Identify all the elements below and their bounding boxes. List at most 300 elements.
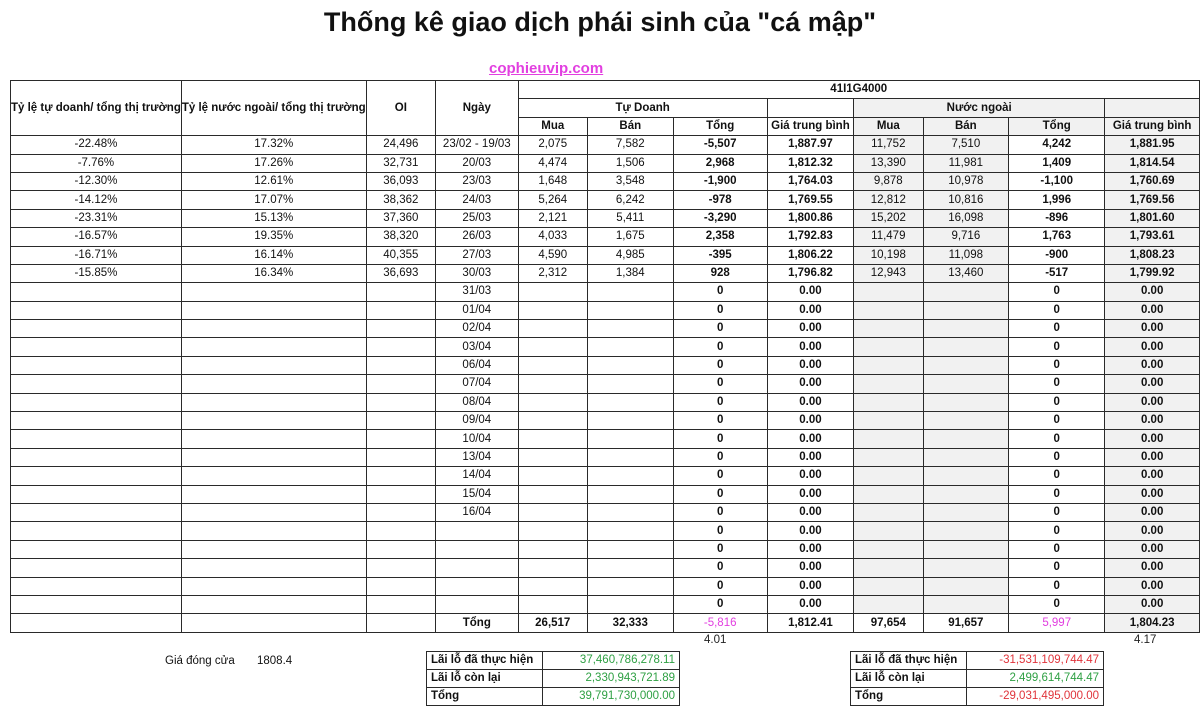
cell-oi	[366, 320, 435, 338]
table-row	[11, 375, 1200, 393]
cell-nn-gia: 0.00	[1105, 301, 1200, 319]
cell-nn-gia: 0.00	[1105, 412, 1200, 430]
cell-td-ratio	[11, 559, 182, 577]
cell-nn-mua: 11,479	[854, 228, 923, 246]
cell-date	[436, 559, 518, 577]
cell-td-ban	[588, 430, 674, 448]
closing-price-value: 1808.4	[257, 655, 293, 667]
cell-oi	[366, 467, 435, 485]
table-row	[11, 209, 1200, 227]
cell-nn-gia: 0.00	[1105, 540, 1200, 558]
cell-td-ratio: -22.48%	[11, 136, 182, 154]
header-td-tong: Tổng	[673, 117, 767, 135]
table-row	[11, 246, 1200, 264]
cell-date: 10/04	[436, 430, 518, 448]
cell-td-ratio	[11, 356, 182, 374]
cell-nn-tong: 0	[1009, 467, 1105, 485]
pnl-td-total-label: Tổng	[427, 688, 543, 706]
cell-td-gia: 1,796.82	[767, 264, 853, 282]
cell-td-mua	[518, 577, 587, 595]
pnl-nn-total-value: -29,031,495,000.00	[967, 688, 1104, 706]
cell-nn-ratio	[181, 356, 366, 374]
cell-oi	[366, 595, 435, 613]
cell-nn-tong: -896	[1009, 209, 1105, 227]
cell-td-ratio: -16.71%	[11, 246, 182, 264]
cell-nn-gia: 0.00	[1105, 320, 1200, 338]
header-tu-doanh: Tự Doanh	[518, 99, 767, 117]
total-row	[11, 614, 1200, 632]
cell-td-ratio	[11, 522, 182, 540]
cell-nn-gia: 0.00	[1105, 338, 1200, 356]
cell-nn-ban	[923, 283, 1009, 301]
cell-nn-tong: 0	[1009, 559, 1105, 577]
cell-nn-mua: 9,878	[854, 172, 923, 190]
cell-td-gia: 1,887.97	[767, 136, 853, 154]
table-row	[11, 320, 1200, 338]
cell-nn-mua	[854, 503, 923, 521]
cell-td-ratio	[11, 448, 182, 466]
cell-td-tong: 0	[673, 393, 767, 411]
cell-nn-ban: 7,510	[923, 136, 1009, 154]
header-empty	[767, 99, 853, 117]
cell-td-mua	[518, 301, 587, 319]
cell-td-ban	[588, 540, 674, 558]
cell-td-gia: 0.00	[767, 283, 853, 301]
cell-date: 14/04	[436, 467, 518, 485]
cell-nn-gia: 1,769.56	[1105, 191, 1200, 209]
cell-td-mua: 5,264	[518, 191, 587, 209]
cell-td-mua	[518, 412, 587, 430]
cell-td-ratio: -16.57%	[11, 228, 182, 246]
cell-td-tong: 928	[673, 264, 767, 282]
cell-td-tong: 0	[673, 375, 767, 393]
cell-nn-gia: 0.00	[1105, 356, 1200, 374]
cell-nn-gia: 0.00	[1105, 595, 1200, 613]
cell-td-mua	[518, 375, 587, 393]
cell-td-mua: 4,590	[518, 246, 587, 264]
closing-price-label: Giá đóng cửa	[165, 655, 235, 667]
cell-nn-mua	[854, 412, 923, 430]
cell-nn-gia: 0.00	[1105, 467, 1200, 485]
cell-oi: 24,496	[366, 136, 435, 154]
cell-empty	[181, 614, 366, 632]
pnl-nn-total-label: Tổng	[851, 688, 967, 706]
cell-nn-tong: 0	[1009, 375, 1105, 393]
cell-td-gia: 0.00	[767, 338, 853, 356]
cell-td-mua	[518, 540, 587, 558]
cell-td-gia: 1,800.86	[767, 209, 853, 227]
cell-nn-mua	[854, 430, 923, 448]
cell-td-tong: -1,900	[673, 172, 767, 190]
total-nn-mua: 97,654	[854, 614, 923, 632]
cell-td-ratio	[11, 577, 182, 595]
cell-nn-gia: 0.00	[1105, 503, 1200, 521]
cell-oi	[366, 485, 435, 503]
cell-td-ban: 4,985	[588, 246, 674, 264]
cell-td-ban: 1,384	[588, 264, 674, 282]
cell-date: 06/04	[436, 356, 518, 374]
cell-nn-mua: 13,390	[854, 154, 923, 172]
cell-nn-tong: 0	[1009, 577, 1105, 595]
cell-nn-ban: 10,816	[923, 191, 1009, 209]
cell-td-ratio: -15.85%	[11, 264, 182, 282]
cell-nn-mua	[854, 595, 923, 613]
cell-nn-gia: 1,760.69	[1105, 172, 1200, 190]
pnl-td-realized-label: Lãi lỗ đã thực hiện	[427, 652, 543, 670]
table-row	[11, 412, 1200, 430]
cell-td-mua: 4,474	[518, 154, 587, 172]
cell-nn-tong: 0	[1009, 393, 1105, 411]
cell-nn-ban	[923, 301, 1009, 319]
cell-nn-tong: -517	[1009, 264, 1105, 282]
cell-oi	[366, 375, 435, 393]
cell-nn-ban	[923, 503, 1009, 521]
cell-td-tong: -3,290	[673, 209, 767, 227]
header-nuoc-ngoai: Nước ngoài	[854, 99, 1105, 117]
cell-td-ratio	[11, 503, 182, 521]
cell-td-gia: 0.00	[767, 522, 853, 540]
cell-td-tong: 0	[673, 320, 767, 338]
header-nn-tong: Tổng	[1009, 117, 1105, 135]
cell-td-mua	[518, 522, 587, 540]
cell-td-ratio	[11, 430, 182, 448]
cell-nn-ratio: 12.61%	[181, 172, 366, 190]
total-label: Tổng	[436, 614, 518, 632]
table-row	[11, 540, 1200, 558]
cell-td-gia: 0.00	[767, 540, 853, 558]
cell-td-gia: 0.00	[767, 559, 853, 577]
cell-td-ban	[588, 356, 674, 374]
cell-date: 15/04	[436, 485, 518, 503]
cell-nn-ban	[923, 485, 1009, 503]
header-td-ban: Bán	[588, 117, 674, 135]
cell-nn-tong: 0	[1009, 448, 1105, 466]
cell-td-gia: 0.00	[767, 448, 853, 466]
pnl-tu-doanh-table	[426, 651, 680, 706]
cell-nn-ban	[923, 430, 1009, 448]
nn-gia-note: 4.17	[1134, 634, 1157, 646]
cell-td-ban	[588, 338, 674, 356]
cell-nn-ratio	[181, 283, 366, 301]
header-empty	[1105, 99, 1200, 117]
cell-td-gia: 0.00	[767, 320, 853, 338]
cell-td-gia: 0.00	[767, 430, 853, 448]
cell-nn-ratio: 17.26%	[181, 154, 366, 172]
cell-td-gia: 1,806.22	[767, 246, 853, 264]
cell-nn-tong: 0	[1009, 356, 1105, 374]
cell-nn-ban	[923, 356, 1009, 374]
table-row	[11, 595, 1200, 613]
table-row	[11, 522, 1200, 540]
cell-date: 09/04	[436, 412, 518, 430]
total-td-ban: 32,333	[588, 614, 674, 632]
total-td-mua: 26,517	[518, 614, 587, 632]
cell-td-gia: 0.00	[767, 485, 853, 503]
cell-td-ban	[588, 485, 674, 503]
table-row	[11, 503, 1200, 521]
cell-td-tong: 0	[673, 595, 767, 613]
cell-td-mua: 2,312	[518, 264, 587, 282]
cell-empty	[11, 614, 182, 632]
cell-td-ratio: -14.12%	[11, 191, 182, 209]
cell-nn-gia: 1,808.23	[1105, 246, 1200, 264]
cell-nn-ratio	[181, 412, 366, 430]
cell-nn-tong: -900	[1009, 246, 1105, 264]
cell-td-tong: 2,358	[673, 228, 767, 246]
table-row	[11, 172, 1200, 190]
cell-td-ratio	[11, 338, 182, 356]
cell-td-ratio	[11, 301, 182, 319]
cell-td-ban	[588, 375, 674, 393]
cell-nn-ban	[923, 375, 1009, 393]
cell-nn-ratio	[181, 559, 366, 577]
cell-nn-ratio	[181, 393, 366, 411]
cell-nn-mua: 12,812	[854, 191, 923, 209]
cell-td-tong: 0	[673, 522, 767, 540]
cell-nn-mua: 12,943	[854, 264, 923, 282]
cell-td-ratio	[11, 540, 182, 558]
cell-date: 03/04	[436, 338, 518, 356]
total-nn-ban: 91,657	[923, 614, 1009, 632]
cell-td-tong: -5,507	[673, 136, 767, 154]
cell-oi	[366, 540, 435, 558]
cell-td-mua: 2,075	[518, 136, 587, 154]
cell-nn-ban	[923, 393, 1009, 411]
cell-nn-tong: 4,242	[1009, 136, 1105, 154]
cell-td-gia: 0.00	[767, 301, 853, 319]
pnl-td-realized-value: 37,460,786,278.11	[543, 652, 680, 670]
cell-nn-ban	[923, 448, 1009, 466]
cell-nn-ban: 13,460	[923, 264, 1009, 282]
pnl-td-remaining-value: 2,330,943,721.89	[543, 670, 680, 688]
cell-date	[436, 577, 518, 595]
trading-stats-table	[10, 80, 1200, 633]
cell-td-ratio: -12.30%	[11, 172, 182, 190]
cell-nn-tong: 0	[1009, 540, 1105, 558]
cell-date: 23/03	[436, 172, 518, 190]
cell-oi	[366, 577, 435, 595]
cell-nn-ban: 9,716	[923, 228, 1009, 246]
cell-td-mua	[518, 320, 587, 338]
table-row	[11, 393, 1200, 411]
cell-date: 13/04	[436, 448, 518, 466]
cell-td-ratio	[11, 375, 182, 393]
cell-oi: 38,320	[366, 228, 435, 246]
cell-td-tong: 0	[673, 503, 767, 521]
cell-nn-ratio	[181, 577, 366, 595]
cell-td-ban	[588, 503, 674, 521]
cell-td-mua	[518, 283, 587, 301]
cell-td-tong: 0	[673, 485, 767, 503]
cell-nn-mua	[854, 559, 923, 577]
cell-td-ban	[588, 448, 674, 466]
cell-nn-tong: 0	[1009, 283, 1105, 301]
table-row	[11, 191, 1200, 209]
cell-nn-ban	[923, 338, 1009, 356]
cell-td-tong: 0	[673, 301, 767, 319]
cell-td-ban	[588, 393, 674, 411]
cell-nn-ratio	[181, 448, 366, 466]
cell-nn-ratio	[181, 485, 366, 503]
cell-nn-gia: 0.00	[1105, 393, 1200, 411]
cell-nn-gia: 1,881.95	[1105, 136, 1200, 154]
cell-nn-tong: 0	[1009, 320, 1105, 338]
cell-td-mua	[518, 467, 587, 485]
cell-nn-ratio	[181, 375, 366, 393]
cell-td-ban	[588, 522, 674, 540]
table-row	[11, 301, 1200, 319]
table-row	[11, 559, 1200, 577]
cell-nn-ban	[923, 577, 1009, 595]
header-nn-ban: Bán	[923, 117, 1009, 135]
table-row	[11, 467, 1200, 485]
cell-nn-tong: 0	[1009, 595, 1105, 613]
table-row	[11, 283, 1200, 301]
header-td-gia: Giá trung bình	[767, 117, 853, 135]
cell-td-ban	[588, 467, 674, 485]
table-row	[11, 264, 1200, 282]
cell-nn-tong: 0	[1009, 522, 1105, 540]
cell-oi: 32,731	[366, 154, 435, 172]
cell-td-ratio	[11, 412, 182, 430]
cell-nn-tong: 0	[1009, 430, 1105, 448]
cell-td-mua: 2,121	[518, 209, 587, 227]
pnl-nn-remaining-label: Lãi lỗ còn lại	[851, 670, 967, 688]
cell-oi: 37,360	[366, 209, 435, 227]
cell-nn-mua	[854, 338, 923, 356]
cell-td-ratio	[11, 595, 182, 613]
site-link[interactable]: cophieuvip.com	[489, 60, 604, 77]
cell-td-mua: 4,033	[518, 228, 587, 246]
cell-td-ratio	[11, 393, 182, 411]
cell-date: 16/04	[436, 503, 518, 521]
cell-date: 31/03	[436, 283, 518, 301]
cell-nn-ratio	[181, 540, 366, 558]
table-row	[11, 430, 1200, 448]
cell-nn-mua	[854, 540, 923, 558]
cell-nn-ratio: 16.14%	[181, 246, 366, 264]
cell-nn-ban: 11,098	[923, 246, 1009, 264]
cell-td-ratio	[11, 283, 182, 301]
page-title: Thống kê giao dịch phái sinh của "cá mập"	[323, 7, 877, 37]
cell-td-ban	[588, 301, 674, 319]
cell-td-tong: 0	[673, 412, 767, 430]
header-contract: 41I1G4000	[518, 81, 1199, 99]
table-row	[11, 338, 1200, 356]
cell-td-gia: 0.00	[767, 393, 853, 411]
cell-date: 02/04	[436, 320, 518, 338]
cell-nn-ratio: 17.32%	[181, 136, 366, 154]
cell-td-tong: 0	[673, 338, 767, 356]
table-row	[11, 448, 1200, 466]
cell-td-ban: 1,675	[588, 228, 674, 246]
cell-td-tong: 0	[673, 467, 767, 485]
cell-td-ban	[588, 412, 674, 430]
cell-nn-gia: 0.00	[1105, 283, 1200, 301]
cell-td-ratio	[11, 320, 182, 338]
cell-td-tong: 0	[673, 430, 767, 448]
cell-td-mua	[518, 393, 587, 411]
cell-td-gia: 1,769.55	[767, 191, 853, 209]
cell-td-tong: -395	[673, 246, 767, 264]
cell-td-ban: 6,242	[588, 191, 674, 209]
pnl-td-remaining-label: Lãi lỗ còn lại	[427, 670, 543, 688]
cell-oi: 36,693	[366, 264, 435, 282]
table-row	[11, 356, 1200, 374]
cell-nn-mua: 11,752	[854, 136, 923, 154]
header-date: Ngày	[436, 81, 518, 136]
cell-nn-gia: 1,799.92	[1105, 264, 1200, 282]
cell-nn-tong: 1,996	[1009, 191, 1105, 209]
cell-td-gia: 0.00	[767, 577, 853, 595]
header-td-mua: Mua	[518, 117, 587, 135]
pnl-td-total-value: 39,791,730,000.00	[543, 688, 680, 706]
cell-td-mua	[518, 356, 587, 374]
cell-nn-ratio: 17.07%	[181, 191, 366, 209]
cell-td-gia: 0.00	[767, 412, 853, 430]
cell-nn-ratio: 15.13%	[181, 209, 366, 227]
cell-nn-tong: 0	[1009, 485, 1105, 503]
cell-td-gia: 0.00	[767, 595, 853, 613]
cell-oi: 36,093	[366, 172, 435, 190]
cell-date: 20/03	[436, 154, 518, 172]
cell-oi	[366, 283, 435, 301]
cell-date: 08/04	[436, 393, 518, 411]
pnl-nn-realized-label: Lãi lỗ đã thực hiện	[851, 652, 967, 670]
cell-nn-tong: 0	[1009, 338, 1105, 356]
cell-oi	[366, 559, 435, 577]
total-nn-gia: 1,804.23	[1105, 614, 1200, 632]
td-gia-note: 4.01	[704, 634, 727, 646]
cell-date: 01/04	[436, 301, 518, 319]
cell-nn-ban	[923, 467, 1009, 485]
cell-nn-ratio	[181, 503, 366, 521]
cell-date: 25/03	[436, 209, 518, 227]
total-nn-tong: 5,997	[1009, 614, 1105, 632]
cell-nn-ratio	[181, 595, 366, 613]
cell-nn-ratio	[181, 320, 366, 338]
cell-oi	[366, 412, 435, 430]
header-nn-gia: Giá trung bình	[1105, 117, 1200, 135]
table-row	[11, 136, 1200, 154]
table-row	[11, 228, 1200, 246]
cell-nn-tong: 1,409	[1009, 154, 1105, 172]
cell-oi	[366, 356, 435, 374]
cell-oi	[366, 338, 435, 356]
cell-nn-ban	[923, 522, 1009, 540]
cell-td-ban	[588, 595, 674, 613]
cell-date: 24/03	[436, 191, 518, 209]
cell-td-gia: 0.00	[767, 467, 853, 485]
cell-td-tong: -978	[673, 191, 767, 209]
cell-nn-ban: 11,981	[923, 154, 1009, 172]
cell-date: 27/03	[436, 246, 518, 264]
cell-td-ratio	[11, 485, 182, 503]
cell-oi	[366, 448, 435, 466]
cell-nn-gia: 0.00	[1105, 522, 1200, 540]
cell-td-tong: 0	[673, 540, 767, 558]
cell-nn-gia: 1,801.60	[1105, 209, 1200, 227]
cell-td-gia: 0.00	[767, 503, 853, 521]
cell-nn-mua	[854, 375, 923, 393]
cell-td-ban: 1,506	[588, 154, 674, 172]
cell-td-mua	[518, 503, 587, 521]
cell-date: 23/02 - 19/03	[436, 136, 518, 154]
cell-date: 30/03	[436, 264, 518, 282]
cell-td-tong: 0	[673, 559, 767, 577]
cell-nn-mua	[854, 301, 923, 319]
cell-td-mua	[518, 485, 587, 503]
